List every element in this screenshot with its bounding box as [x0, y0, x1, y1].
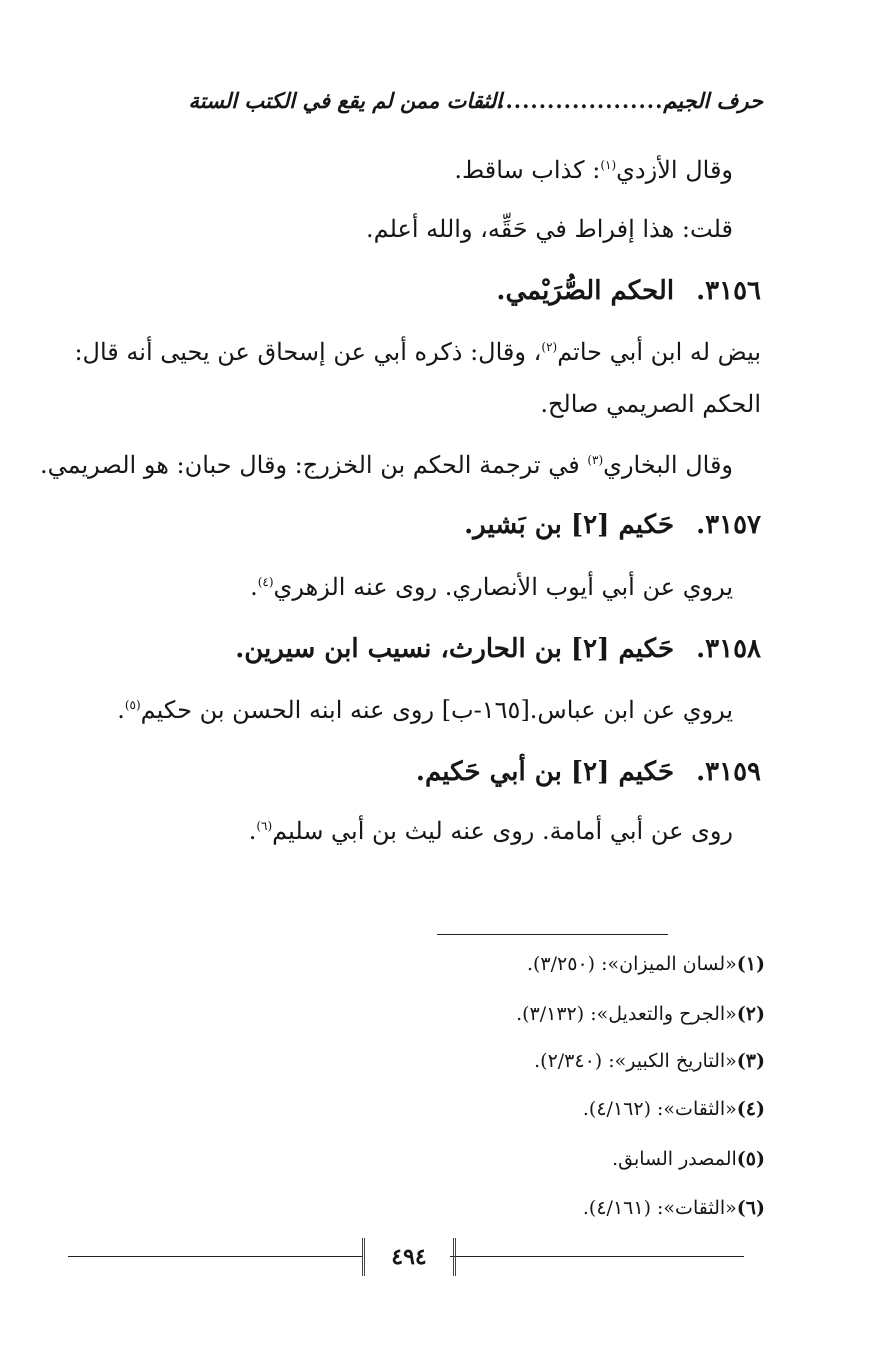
footnote-text: المصدر السابق.: [612, 1148, 737, 1170]
footnote-2: [516, 1003, 765, 1025]
footnote-text: «الجرح والتعديل»: (٣/١٣٢).: [516, 1003, 737, 1025]
entry-name: الحكم الصُّرَيْمي.: [496, 276, 675, 306]
paragraph-text: في ترجمة الحكم بن الخزرج: وقال حبان: هو الصريمي.: [39, 451, 588, 479]
footnote-text: «لسان الميزان»: (٣/٢٥٠).: [526, 953, 737, 975]
entry-heading-3156: [496, 276, 761, 306]
paragraph-text: ، وقال: ذكره أبي عن إسحاق عن يحيى أنه قال:: [74, 338, 542, 366]
paragraph-text: بيض له ابن أبي حاتم: [557, 338, 761, 366]
footnote-text: «الثقات»: (٤/١٦٢).: [582, 1098, 737, 1120]
entry-heading-3158: [235, 634, 761, 664]
entry-name: حَكيم [٢] بن الحارث، نسيب ابن سيرين.: [235, 634, 675, 664]
running-header-book-title: الثقات ممن لم يقع في الكتب الستة: [188, 88, 502, 113]
entry-name: حَكيم [٢] بن بَشير.: [464, 510, 675, 540]
footnote-3: [534, 1050, 765, 1072]
footnote-ref: (٢): [541, 340, 558, 354]
footnote-mark: (٦): [736, 1197, 765, 1219]
footnote-mark: (٤): [736, 1098, 765, 1120]
footnote-mark: (١): [736, 953, 765, 975]
footnote-text: «الثقات»: (٤/١٦١).: [582, 1197, 737, 1219]
paragraph-text: وقال البخاري: [603, 451, 733, 479]
entry-heading-3159: [416, 757, 761, 787]
paragraph-ibn-abi-hatim-line2: الحكم الصريمي صالح.: [540, 390, 761, 418]
paragraph-3157: [250, 575, 733, 599]
paragraph-text: .: [248, 817, 257, 845]
paragraph-comment: قلت: هذا إفراط في حَقِّه، والله أعلم.: [366, 215, 733, 243]
paragraph-3159: [249, 819, 733, 843]
paragraph-text: يروي عن ابن عباس.[١٦٥-ب] روى عنه ابنه الحسن بن حكيم: [140, 696, 733, 724]
footnote-ref: (٣): [587, 453, 604, 467]
paragraph-ibn-abi-hatim: [74, 340, 761, 364]
footnote-mark: (٢): [736, 1003, 765, 1025]
footnote-ref: (١): [600, 158, 617, 172]
footnote-6: [583, 1197, 765, 1219]
folio-rule-right: [450, 1256, 744, 1257]
paragraph-3158: [117, 698, 733, 722]
paragraph-bukhari: [40, 453, 733, 477]
footnote-5: [612, 1148, 765, 1170]
paragraph-text: : كذاب ساقط.: [454, 156, 601, 184]
entry-number: ٣١٥٩.: [696, 757, 761, 787]
footnote-4: [583, 1098, 765, 1120]
paragraph-text: .: [117, 696, 125, 724]
folio-rule-left: [68, 1256, 362, 1257]
footnote-ref: (٦): [256, 819, 273, 833]
running-header-chapter: حرف الجيم: [663, 88, 763, 113]
footnote-ref: (٥): [124, 698, 141, 712]
paragraph-azdi: [454, 158, 733, 182]
paragraph-text: .: [250, 573, 258, 601]
footnote-mark: (٣): [736, 1050, 765, 1072]
entry-heading-3157: [464, 510, 761, 540]
footnote-ref: (٤): [257, 575, 274, 589]
paragraph-text: روى عن أبي أمامة. روى عنه ليث بن أبي سليم: [272, 817, 733, 845]
paragraph-text: يروي عن أبي أيوب الأنصاري. روى عنه الزهري: [273, 573, 733, 601]
running-header-dots: ........................: [480, 88, 680, 113]
entry-name: حَكيم [٢] بن أبي حَكيم.: [415, 757, 675, 787]
footnote-text: «التاريخ الكبير»: (٢/٣٤٠).: [534, 1050, 737, 1072]
entry-number: ٣١٥٦.: [696, 276, 761, 306]
entry-number: ٣١٥٨.: [696, 634, 761, 664]
page-number: ٤٩٤: [362, 1238, 456, 1276]
footnote-1: [527, 953, 765, 975]
footnote-separator: [437, 934, 668, 935]
entry-number: ٣١٥٧.: [696, 510, 761, 540]
footnote-mark: (٥): [736, 1148, 765, 1170]
paragraph-text: وقال الأزدي: [616, 156, 733, 184]
